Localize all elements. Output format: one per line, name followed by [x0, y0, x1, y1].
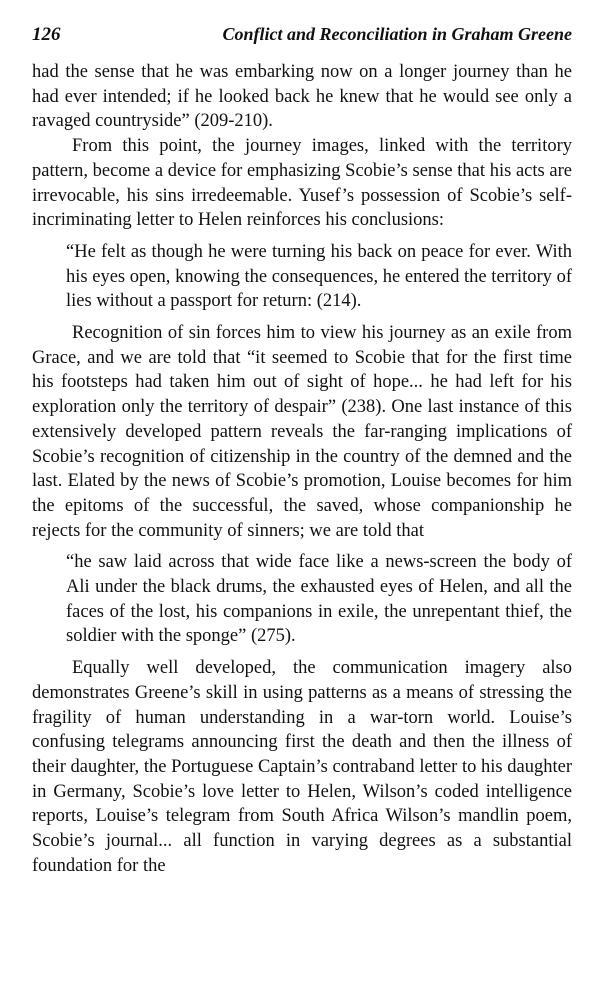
page-number: 126 [32, 24, 61, 45]
paragraph-3: Recognition of sin forces him to view his journey as an exile from Grace, and we are told that “it seemed to Scobie that for the first time his footsteps had taken him out of sight of hope... he had left for his exploration only the territory of despair” (238). One last instance of this extensively developed pattern reveals the far-ranging implications of Scobie’s recognition of citizenship in the country of the demned and the last. Elated by the news of Scobie’s promotion, Louise becomes for him the epitoms of the successful, the saved, whose companionship he rejects for the community of sinners; we are told that [32, 323, 572, 541]
paragraph-4: Equally well developed, the communication imagery also demonstrates Greene’s skill in using patterns as a means of stressing the fragility of human understanding in a war-torn world. Louise’s confusing telegrams announcing first the death and then the illness of their daughter, the Portuguese Captain’s contraband letter to his daughter in Germany, Scobie’s love letter to Helen, Wilson’s coded intelligence reports, Louise’s telegram from South Africa Wilson’s mandlin poem, Scobie’s journal... all function in varying degrees as a substantial foundation for the [32, 658, 572, 876]
running-title: Conflict and Reconciliation in Graham Greene [222, 24, 572, 44]
block-quote-1: “He felt as though he were turning his back on peace for ever. With his eyes open, knowing the consequences, he entered the territory of lies without a passport for return: (214). [66, 241, 572, 312]
block-quote-2: “he saw laid across that wide face like a news-screen the body of Ali under the black drums, the exhausted eyes of Helen, and all the faces of the lost, his companions in exile, the unrepentant thief, the soldier with the sponge” (275). [66, 552, 572, 647]
paragraph-1: had the sense that he was embarking now on a longer journey than he had ever intended; if he looked back he knew that he would see only a ravaged countryside” (209-210). [32, 62, 572, 132]
page-header [32, 24, 572, 48]
body-text [32, 60, 572, 879]
paragraph-2: From this point, the journey images, linked with the territory pattern, become a device for emphasizing Scobie’s sense that his acts are irrevocable, his sins irredeemable. Yusef’s possession of Scobie’s self-incriminating letter to Helen reinforces his conclusions: [32, 136, 572, 231]
